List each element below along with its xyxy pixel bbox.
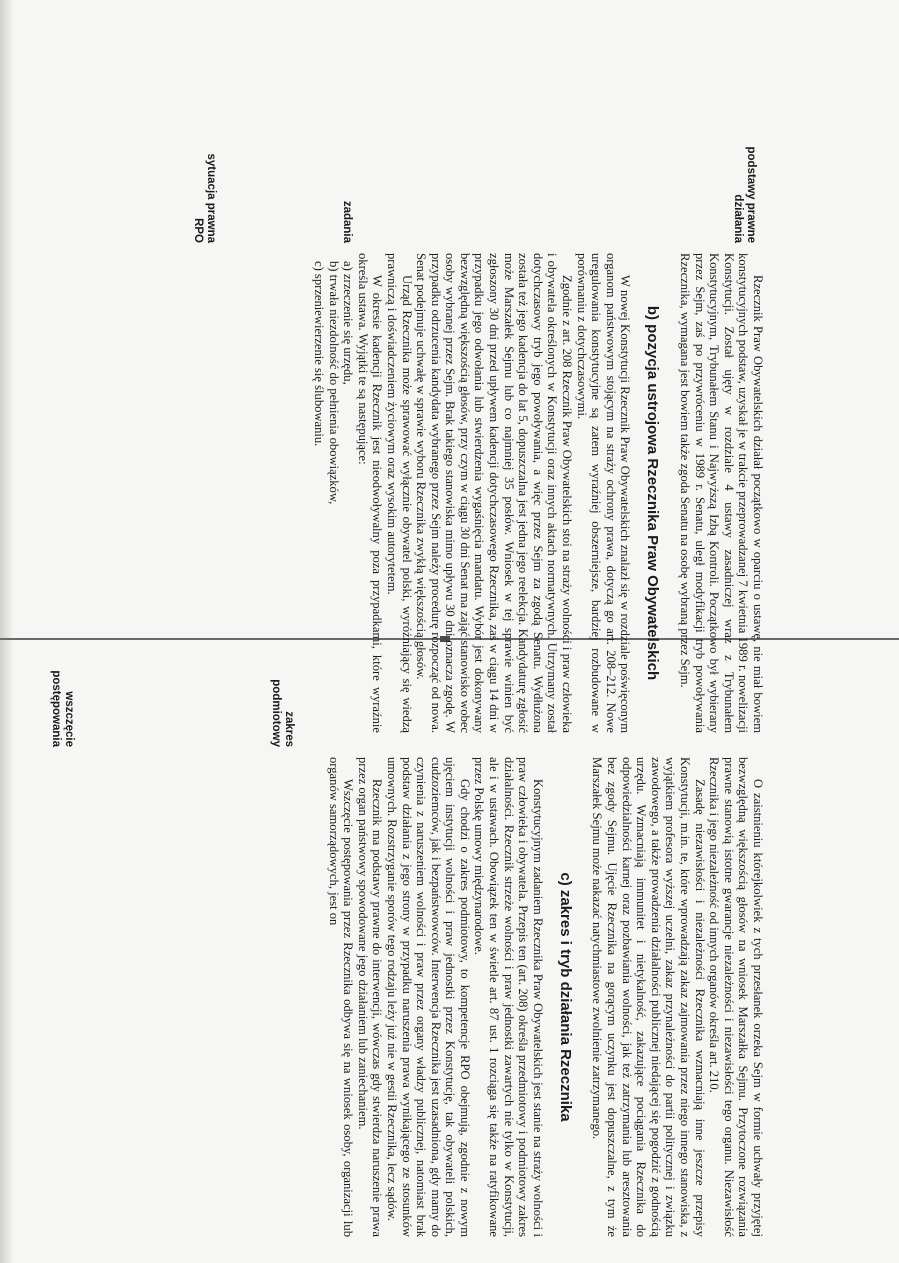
- margin-note-sytuacja: sytuacja prawna RPO: [192, 153, 217, 243]
- paragraph: Konstytucyjnym zadaniem Rzecznika Praw Obywatelskich jest stanie na straży wolności i praw człowieka i obywatela. Przepis ten (art. 208) określa przedmiotowy i podmiotowy zakres działalności. Rzecznik strzeże wolności i praw jednostki zawartych nie tylko w Konstytucji, ale i w ustawach. Obowiązek ten w świetle art. 87 ust. 1 rozciąga się także na ratyfikowane przez Polskę umowy międzynarodowe.: [472, 757, 545, 1237]
- paragraph: W nowej Konstytucji Rzecznik Praw Obywatelskich znalazł się w rozdziale poświęconym organom państwowym stojącym na straży ochrony prawa, dotyczą go art. 208–212. Nowe uregulowania konstytucyjne są zatem wyraźniej obszerniejsze, bardziej rozbudowane w porównaniu z dotychczasowymi.: [574, 253, 633, 733]
- paragraph: Urząd Rzecznika może sprawować wyłącznie obywatel polski, wyróżniający się wiedzą prawniczą i doświadczeniem życiowym oraz wysokim autorytetem.: [384, 253, 414, 733]
- paragraph: Rzecznik Praw Obywatelskich działał początkowo w oparciu o ustawę, nie miał bowiem konstytucyjnych podstaw, uzyskał je w trakcie przeprowadzanej 7 kwietnia 1989 r. nowelizacji Konstytucji. Został ujęty w rozdziale 4 ustawy zasadniczej wraz z Trybunałem Konstytucyjnym, Trybunałem Stanu i Najwyższą Izbą Kontroli. Początkowo był wybierany przez Sejm, zaś po przywróceniu w 1989 r. Senatu, uległ modyfikacji tryb powoływania Rzecznika, wymagana jest bowiem także zgoda Senatu na osobę wybraną przez Sejm.: [678, 253, 765, 733]
- paragraph: W okresie kadencji Rzecznik jest nieodwoływalny poza przypadkami, które wyraźnie określa ustawa. Wyjątki te są następujące:: [355, 253, 385, 733]
- margin-note-zadania: zadania: [341, 200, 353, 243]
- lower-page-half: [0, 641, 765, 1241]
- paragraph: Rzecznik ma podstawy prawne do interwencji, wówczas gdy stwierdza naruszenie prawa przez organ państwowy spowodowane jego działaniem lub zaniechaniem.: [355, 757, 385, 1237]
- text-column: [0, 757, 765, 1237]
- margin-note-podstawy: podstawy prawne działania: [732, 146, 757, 243]
- list-item: a) zrzeczenie się urzędu,: [341, 261, 356, 385]
- list-item: b) trwała niezdolność do pełnienia obowiązków,: [326, 261, 341, 505]
- section-heading: c) zakres i tryb działania Rzecznika: [556, 872, 574, 1122]
- margin-notes-column: [0, 641, 765, 751]
- paragraph: Wszczęcie postępowania przez Rzecznika odbywa się na wniosek osoby, organizacji lub organów samorządowych, jest on: [326, 757, 356, 1237]
- section-heading: b) pozycja ustrojowa Rzecznika Praw Obywatelskich: [644, 305, 662, 681]
- margin-note-wszczecie: wszczęcie postępowania: [50, 670, 75, 747]
- margin-notes-column: [0, 137, 765, 247]
- paragraph: Gdy chodzi o zakres podmiotowy, to kompetencje RPO obejmują, zgodnie z nowym ujęciem instytucji wolności i praw jednostki przez Konstytucję, tak obywateli polskich, cudzoziemców, jak i bezpaństwowców. Interwencja Rzecznika jest uzasadniona, gdy mamy do czynienia z naruszeniem wolności i praw przez organy władzy publicznej, natomiast brak podstaw działania z jego strony w przypadku naruszenia prawa wynikającego ze stosunków umownych. Rozstrzyganie sporów tego rodzaju leży już nie w gestii Rzecznika, lecz sądów.: [384, 757, 472, 1237]
- list-item: c) sprzeniewierzenie się ślubowaniu.: [311, 261, 326, 447]
- margin-note-zakres: zakres podmiotowy: [270, 679, 295, 747]
- paragraph: O zaistnieniu którejkolwiek z tych przesłanek orzeka Sejm w formie uchwały przyjętej bezwzględną większością głosów na wniosek Marszałka Sejmu. Przytoczone rozwiązania prawne stanowią istotne gwarancje niezależności i niezawisłości tego organu. Niezawisłość Rzecznika i jego niezależność od innych organów określa art. 210.: [707, 757, 765, 1237]
- paragraph: Zgodnie z art. 208 Rzecznik Praw Obywatelskich stoi na straży wolności i praw człowieka i obywatela określonych w Konstytucji oraz innych aktach normatywnych. Utrzymany został dotychczasowy tryb jego powoływania, a więc przez Sejm za zgodą Senatu. Wydłużona została też jego kadencja do lat 5, dopuszczalna jest jedna jego reelekcja. Kandydaturę zgłosić może Marszałek Sejmu lub co najmniej 35 posłów. Wniosek w tej sprawie winien być zgłoszony 30 dni przed upływem kadencji dotychczasowego Rzecznika, zaś w ciągu 14 dni w przypadku jego odwołania lub stwierdzenia wygaśnięcia mandatu. Wybór jest dokonywany bezwzględną większością głosów, przy czym w ciągu 30 dni Senat ma zająć stanowisko wobec osoby wybranej przez Sejm. Brak takiego stanowiska mimo upływu 30 dni oznacza zgodę. W przypadku odrzucenia kandydata wybranego przez Sejm należy procedurę rozpocząć od nowa. Senat podejmuje uchwałę w sprawie wyboru Rzecznika zwykłą większością głosów.: [414, 253, 575, 733]
- paragraph: Zasadę niezawisłości i niezależności Rzecznika wzmacniają inne jeszcze przepisy Konstytucji, m.in. te, które wprowadzają zakaz zajmowania przez niego innego stanowiska, z wyjątkiem profesora wyższej uczelni, zakaz przynależności do partii politycznej i związku zawodowego, a także prowadzenia działalności publicznej niedającej się pogodzić z godnością urzędu. Wzmacniają immunitet i nietykalność, zakazujące pociągania Rzecznika do odpowiedzialności karnej oraz pozbawiania wolności, jak też zatrzymania lub aresztowania bez zgody Sejmu. Ujęcie Rzecznika na gorącym uczynku jest dopuszczalne, z tym że Marszałek Sejmu może nakazać natychmiastowe zwolnienie zatrzymanego.: [590, 757, 707, 1237]
